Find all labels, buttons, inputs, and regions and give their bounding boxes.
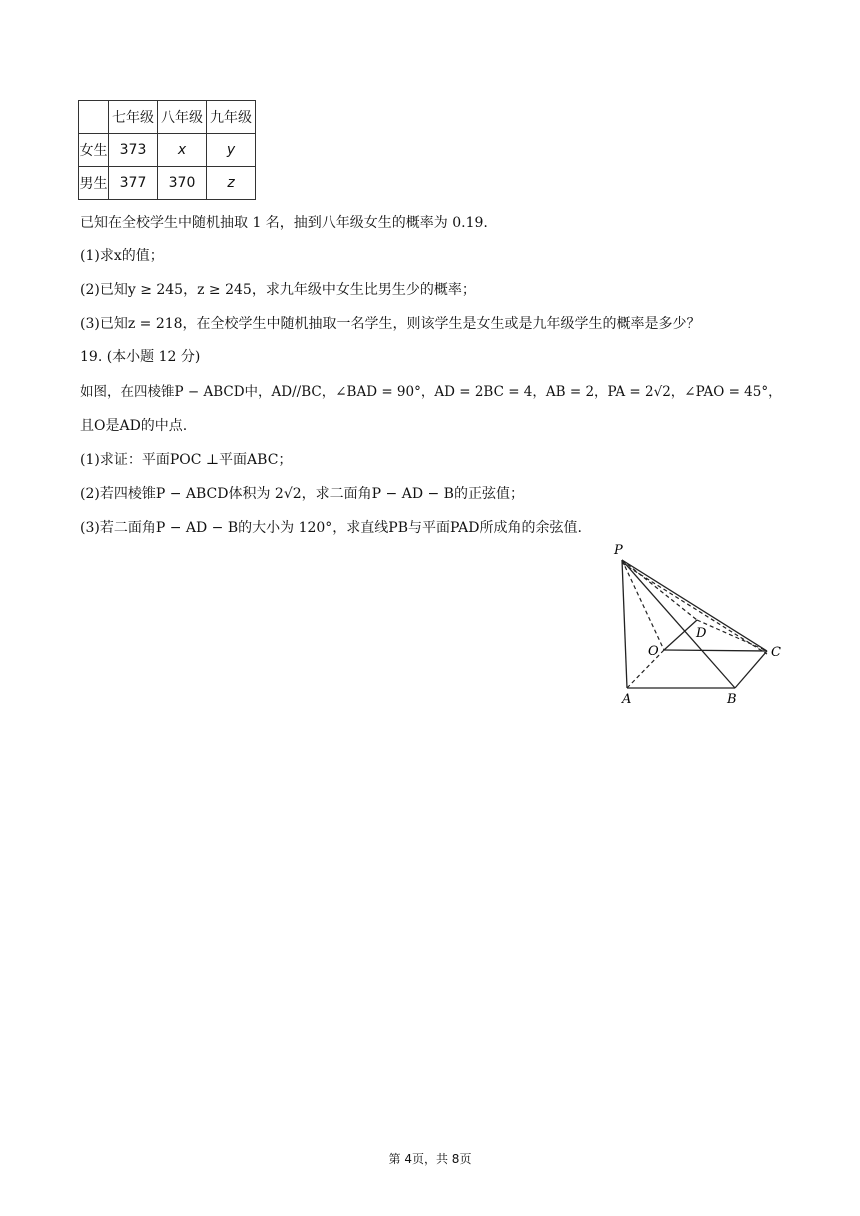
label-P: P xyxy=(614,543,623,558)
row-label: 女生 xyxy=(79,134,109,167)
row-label: 男生 xyxy=(79,167,109,200)
p19-stem-line-2: 且O是AD的中点. xyxy=(80,418,188,434)
table-header-cell: 八年级 xyxy=(158,101,207,134)
p18-question-2: (2)已知y ≥ 245，z ≥ 245，求九年级中女生比男生少的概率； xyxy=(80,282,476,298)
p19-question-3: (3)若二面角P − AD − B的大小为 120°，求直线PB与平面PAD所成角的余弦值. xyxy=(80,520,582,536)
p19-stem-line-1: 如图，在四棱锥P − ABCD中，AD//BC，∠BAD = 90°，AD = 2BC = 4，AB = 2，PA = 2√2，∠PAO = 45°， xyxy=(80,384,782,400)
table-cell: 373 xyxy=(109,134,158,167)
segment-OD xyxy=(664,620,697,650)
p18-question-3: (3)已知z = 218，在全校学生中随机抽取一名学生，则该学生是女生或是九年级学生的概率是多少？ xyxy=(80,316,701,332)
label-B: B xyxy=(727,692,737,707)
table-header-row xyxy=(79,101,256,134)
table-header-cell: 九年级 xyxy=(207,101,256,134)
table-row xyxy=(79,167,256,200)
grade-gender-table xyxy=(78,100,256,200)
table-header-cell xyxy=(79,101,109,134)
edge-BC xyxy=(735,651,767,688)
label-O: O xyxy=(648,644,659,659)
pyramid-figure xyxy=(610,538,790,708)
edge-PC-dashed xyxy=(622,563,767,654)
label-A: A xyxy=(622,692,632,707)
p18-intro: 已知在全校学生中随机抽取 1 名，抽到八年级女生的概率为 0.19. xyxy=(80,215,488,231)
edge-PD xyxy=(622,560,697,620)
edge-OC xyxy=(664,650,767,651)
table-cell: 377 xyxy=(109,167,158,200)
edge-DC xyxy=(697,620,767,651)
p19-question-1: (1)求证：平面POC ⊥平面ABC； xyxy=(80,452,293,468)
label-D: D xyxy=(696,626,707,641)
page-footer: 第 4页，共 8页 xyxy=(388,1152,472,1166)
edge-PB xyxy=(622,560,735,688)
p19-heading: 19. (本小题 12 分) xyxy=(80,349,201,365)
edge-PA xyxy=(622,560,627,688)
label-C: C xyxy=(771,645,781,660)
table-cell: y xyxy=(207,134,256,167)
table-cell: z xyxy=(207,167,256,200)
p18-question-1: (1)求x的值； xyxy=(80,248,164,264)
p19-question-2: (2)若四棱锥P − ABCD体积为 2√2，求二面角P − AD − B的正弦值； xyxy=(80,486,524,502)
table-row xyxy=(79,134,256,167)
table-header-cell: 七年级 xyxy=(109,101,158,134)
table-cell: x xyxy=(158,134,207,167)
table-cell: 370 xyxy=(158,167,207,200)
